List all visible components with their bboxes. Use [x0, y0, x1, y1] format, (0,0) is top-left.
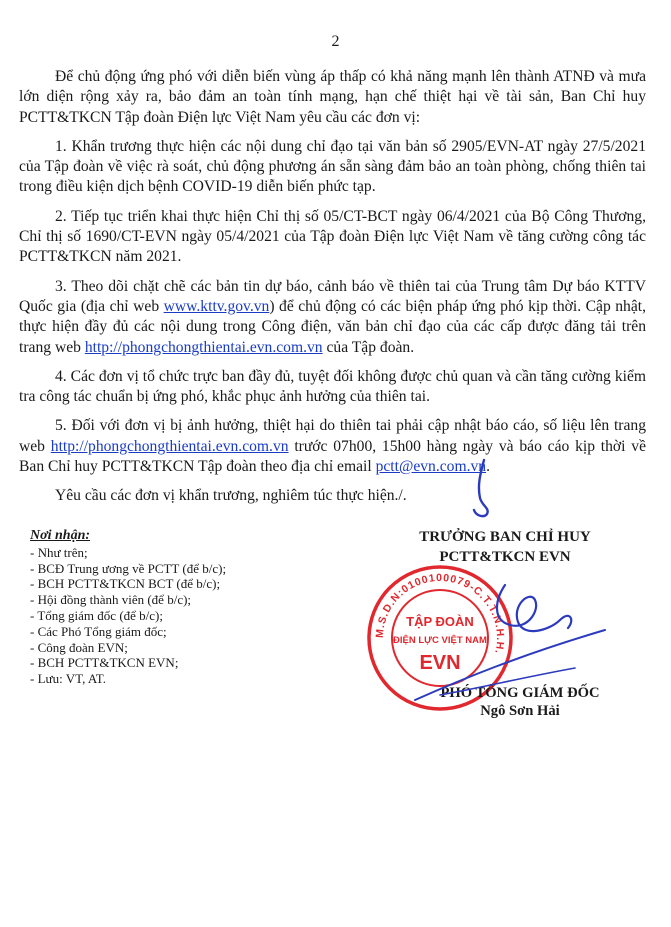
recipient-item: - Công đoàn EVN;	[30, 640, 226, 656]
recipient-item: - Lưu: VT, AT.	[30, 671, 226, 687]
document-body	[19, 67, 646, 516]
seal-line-1: TẬP ĐOÀN	[406, 614, 474, 629]
seal-line-3: EVN	[419, 652, 461, 674]
item-3-text-b: ) để chủ động có các biện pháp ứng phó kịp thời. Cập nhật, thực hiện đầy đủ các nội dung trong Công điện, văn bản chỉ đạo của các cấp được đăng tải trên trang web	[19, 297, 646, 356]
handwritten-check-icon	[468, 458, 500, 520]
pctt-website-link[interactable]: http://phongchongthientai.evn.com.vn	[84, 338, 323, 356]
recipient-item: - BCH PCTT&TKCN BCT (để b/c);	[30, 576, 226, 592]
item-3-text-a: 3. Theo dõi chặt chẽ các bản tin dự báo, cảnh báo về thiên tai của Trung tâm Dự báo KTTV Quốc gia (địa chỉ web	[19, 277, 646, 315]
item-5-text-c: .	[486, 458, 490, 476]
item-3	[19, 277, 646, 358]
kttv-link[interactable]: www.kttv.gov.vn	[163, 297, 270, 315]
signer-name: Ngô Sơn Hải	[480, 703, 560, 719]
recipient-item: - BCĐ Trung ương về PCTT (để b/c);	[30, 561, 226, 577]
recipient-item: - BCH PCTT&TKCN EVN;	[30, 655, 226, 671]
recipient-item: - Các Phó Tổng giám đốc;	[30, 624, 226, 640]
signer-role: PHÓ TỔNG GIÁM ĐỐC	[440, 685, 600, 701]
recipients-title: Nơi nhận:	[30, 528, 91, 543]
signature-title-line-1: TRƯỞNG BAN CHỈ HUY	[419, 529, 591, 545]
seal-ring-text: M.S.D.N:0100100079-C.T.T.N.H.H.	[373, 571, 507, 656]
signature-title-line-2: PCTT&TKCN EVN	[439, 549, 571, 565]
seal-line-2: ĐIỆN LỰC VIỆT NAM	[393, 635, 487, 646]
item-1: 1. Khẩn trương thực hiện các nội dung chỉ đạo tại văn bản số 2905/EVN-AT ngày 27/5/2021 của Tập đoàn về việc rà soát, chủ động phương án sẵn sàng đảm bảo an toàn phòng, chống thiên tai trong điều kiện dịch bệnh COVID-19 diễn biến phức tạp.	[19, 137, 646, 196]
closing-line: Yêu cầu các đơn vị khẩn trương, nghiêm túc thực hiện./.	[55, 487, 407, 505]
signature-heading	[385, 527, 625, 567]
item-4: 4. Các đơn vị tổ chức trực ban đầy đủ, tuyệt đối không được chủ quan và cần tăng cường kiểm tra công tác chuẩn bị ứng phó, khắc phục ảnh hưởng của thiên tai.	[19, 367, 646, 406]
page-number: 2	[331, 33, 340, 50]
item-5-text-a: 5. Đối với đơn vị bị ảnh hưởng, thiệt hại do thiên tai phải cập nhật báo cáo, số liệu lên trang web	[19, 417, 646, 455]
item-5-text-b: trước 07h00, 15h00 hàng ngày và báo cáo kịp thời về Ban Chỉ huy PCTT&TKCN Tập đoàn theo địa chỉ email	[19, 437, 646, 476]
recipients-block	[30, 528, 226, 687]
recipients-list	[30, 545, 226, 687]
recipient-item: - Như trên;	[30, 545, 226, 561]
intro-paragraph: Để chủ động ứng phó với diễn biến vùng áp thấp có khả năng mạnh lên thành ATNĐ và mưa lớn diện rộng xảy ra, bảo đảm an toàn tính mạng, hạn chế thiệt hại về tài sản, Ban Chỉ huy PCTT&TKCN Tập đoàn Điện lực Việt Nam yêu cầu các đơn vị:	[19, 68, 646, 126]
pctt-email-link[interactable]: pctt@evn.com.vn	[375, 458, 487, 476]
item-3-text-c: của Tập đoàn.	[322, 338, 415, 356]
item-2: 2. Tiếp tục triển khai thực hiện Chỉ thị số 05/CT-BCT ngày 06/4/2021 của Bộ Công Thương, Chỉ thị số 1690/CT-EVN ngày 05/4/2021 của Tập đoàn Điện lực Việt Nam về tăng cường công tác PCTT&TKCN năm 2021.	[19, 207, 646, 266]
pctt-website-link-2[interactable]: http://phongchongthientai.evn.com.vn	[50, 437, 289, 455]
recipient-item: - Hội đồng thành viên (để b/c);	[30, 592, 226, 608]
recipient-item: - Tổng giám đốc (để b/c);	[30, 608, 226, 624]
item-5	[19, 416, 646, 477]
